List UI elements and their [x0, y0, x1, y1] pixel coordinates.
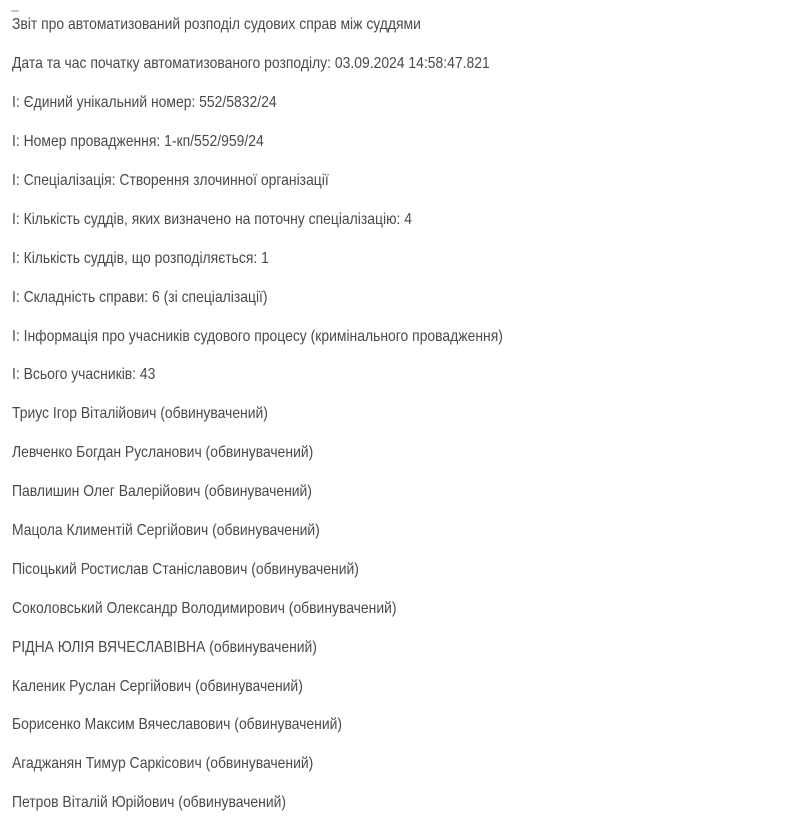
participant-name-7 — [12, 628, 793, 667]
participant-name-5 — [12, 550, 793, 589]
line-text: Звіт про автоматизований розподіл судових справ між суддями — [12, 16, 421, 34]
judges-on-specialization-count — [12, 200, 793, 239]
participants-total-count — [12, 356, 793, 395]
participant-name-10 — [12, 745, 793, 784]
line-text: І: Спеціалізація: Створення злочинної організації — [12, 172, 329, 189]
participant-name-3 — [12, 473, 793, 512]
participant-name-2 — [12, 434, 793, 473]
line-text: І: Кількість суддів, що розподіляється: 1 — [12, 249, 269, 267]
line-text: Соколовський Олександр Володимирович (обвинувачений) — [12, 599, 397, 617]
line-text: Борисенко Максим Вячеславович (обвинувачений) — [12, 716, 343, 734]
cutoff-line-artifact — [11, 10, 19, 12]
report-title — [12, 6, 793, 45]
specialization — [12, 162, 793, 201]
line-text: І: Всього учасників: 43 — [12, 366, 156, 384]
participants-info-heading — [12, 317, 793, 356]
participant-name-11 — [12, 784, 793, 823]
line-text: Павлишин Олег Валерійович (обвинувачений) — [12, 483, 312, 501]
line-text: РІДНА ЮЛІЯ ВЯЧЕСЛАВІВНА (обвинувачений) — [12, 638, 317, 656]
participant-name-9 — [12, 706, 793, 745]
distribution-start-datetime — [12, 45, 793, 84]
unique-case-number — [12, 84, 793, 123]
line-text: Пісоцький Ростислав Станіславович (обвинувачений) — [12, 560, 359, 578]
participant-name-8 — [12, 667, 793, 706]
line-text: І: Складність справи: 6 (зі спеціалізації) — [12, 288, 268, 306]
line-text: Каленик Руслан Сергійович (обвинувачений) — [12, 677, 303, 695]
line-text: Триус Ігор Віталійович (обвинувачений) — [12, 405, 268, 423]
line-text: І: Номер провадження: 1-кп/552/959/24 — [12, 133, 264, 151]
judges-distributed-count — [12, 239, 793, 278]
line-text: Петров Віталій Юрійович (обвинувачений) — [12, 794, 287, 812]
case-complexity — [12, 278, 793, 317]
line-text: Агаджанян Тимур Саркісович (обвинувачений) — [12, 755, 314, 773]
line-text: Левченко Богдан Русланович (обвинувачений) — [12, 444, 314, 462]
line-text: Мацола Климентій Сергійович (обвинувачений) — [12, 522, 320, 540]
participant-name-6 — [12, 589, 793, 628]
line-text: І: Інформація про учасників судового процесу (кримінального провадження) — [12, 327, 503, 345]
line-text: І: Єдиний унікальний номер: 552/5832/24 — [12, 94, 277, 112]
proceeding-number — [12, 123, 793, 162]
participant-name-1 — [12, 395, 793, 434]
line-text: І: Кількість суддів, яких визначено на поточну спеціалізацію: 4 — [12, 210, 412, 228]
participant-name-4 — [12, 512, 793, 551]
line-text: Дата та час початку автоматизованого розподілу: 03.09.2024 14:58:47.821 — [12, 55, 490, 73]
